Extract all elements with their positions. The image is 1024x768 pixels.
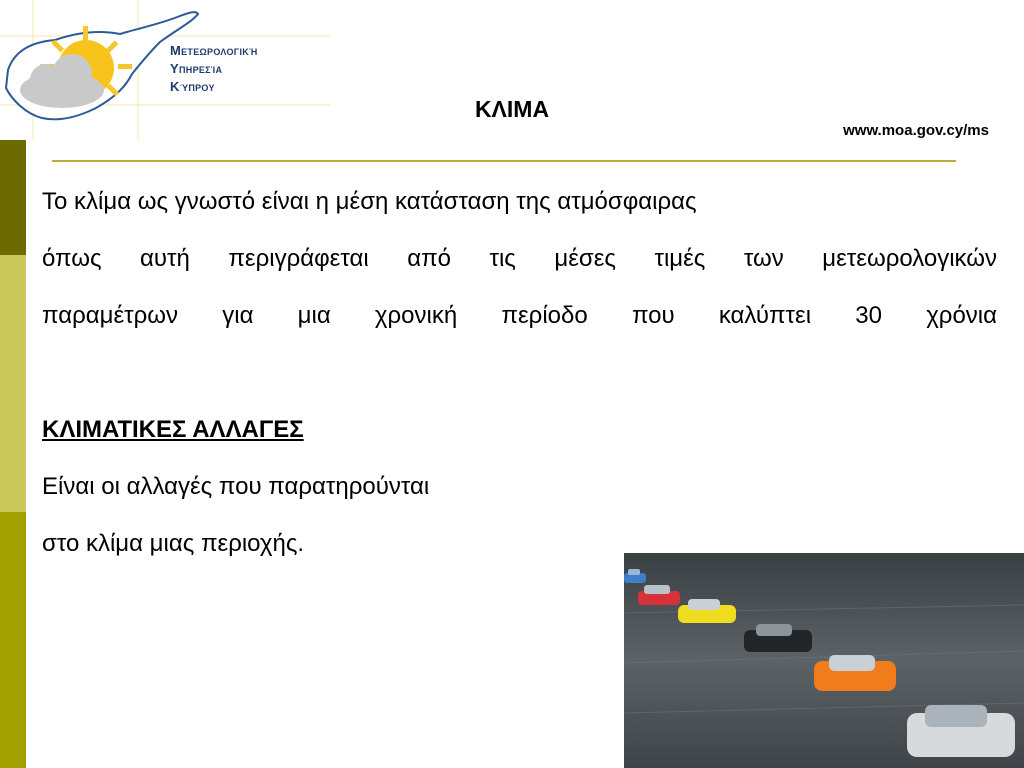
paragraph-1-line-2: όπως αυτή περιγράφεται από τις μέσες τιμές των μετεωρολογικών xyxy=(42,245,997,272)
blank-line xyxy=(42,353,997,410)
paragraph-1-line-1: Το κλίμα ως γνωστό είναι η μέση κατάσταση της ατμόσφαιρας xyxy=(42,188,697,215)
org-line-3: Κύπρου xyxy=(170,79,215,94)
website-url: www.moa.gov.cy/ms xyxy=(843,122,989,139)
section-heading: ΚΛΙΜΑΤΙΚΕΣ ΑΛΛΑΓΕΣ xyxy=(42,416,304,443)
slide-title-text: ΚΛΙΜΑ xyxy=(474,96,550,122)
paragraph-2-line-1: Είναι οι αλλαγές που παρατηρούνται xyxy=(42,473,430,500)
left-bar-segment-dark xyxy=(0,140,26,255)
organization-name xyxy=(170,42,258,96)
flooded-cars-photo xyxy=(624,553,1024,768)
left-decorative-bar xyxy=(0,140,26,768)
slide-title xyxy=(0,96,1024,123)
paragraph-2-line-2: στο κλίμα μιας περιοχής. xyxy=(42,530,305,557)
left-bar-segment-light xyxy=(0,255,26,512)
header-divider xyxy=(52,160,956,162)
org-line-1: Μετεωρολογική xyxy=(170,43,258,58)
org-line-2: Υπηρεσία xyxy=(170,61,223,76)
left-bar-segment-mid xyxy=(0,512,26,768)
paragraph-1-line-3: παραμέτρων για μια χρονική περίοδο που καλύπτει 30 χρόνια xyxy=(42,302,997,329)
slide-body xyxy=(42,182,997,581)
